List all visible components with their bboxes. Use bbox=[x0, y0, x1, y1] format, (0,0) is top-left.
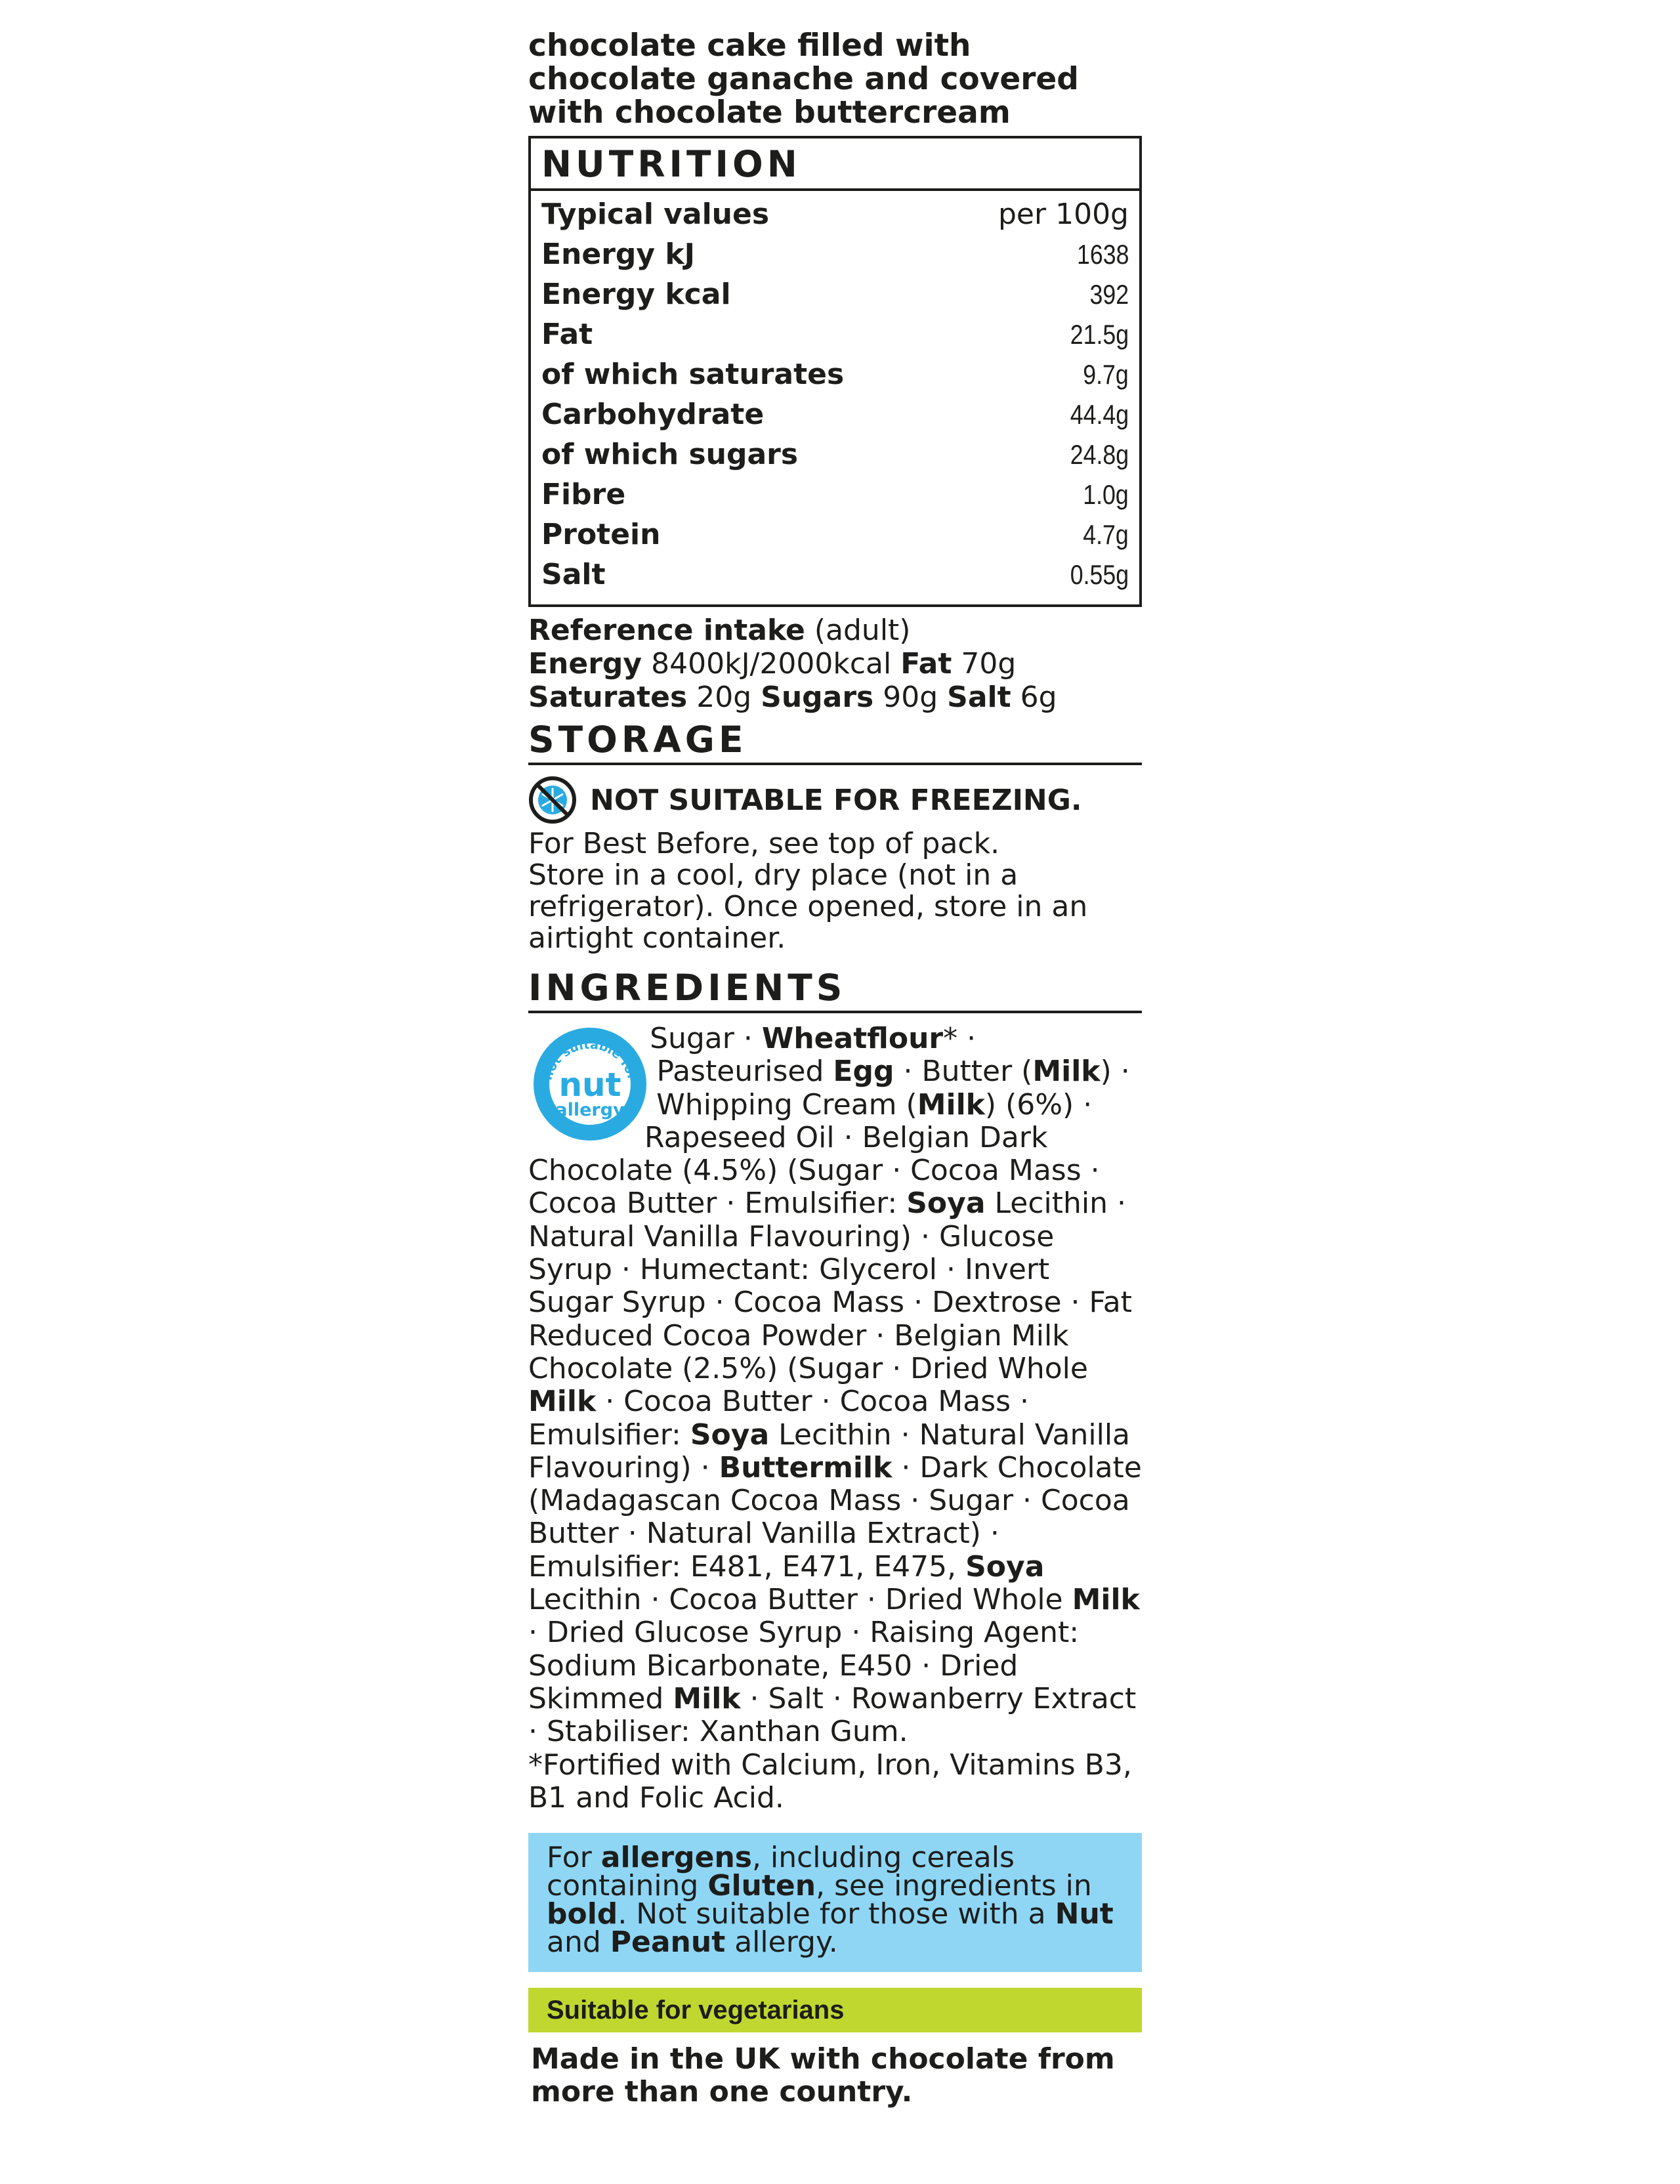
ri-sugars-label: Sugars bbox=[761, 681, 874, 714]
nutrition-row-value: 4.7g bbox=[1083, 519, 1129, 550]
nutrition-row bbox=[541, 558, 1129, 598]
ri-qualifier: (adult) bbox=[814, 614, 911, 647]
nutrition-row-label: Salt bbox=[541, 558, 606, 591]
nutrition-row bbox=[541, 318, 1129, 358]
nutrition-row-value: 21.5g bbox=[1070, 319, 1129, 350]
bold-text: Peanut bbox=[610, 1925, 726, 1960]
bold-text: Gluten bbox=[707, 1869, 816, 1903]
text: · Dried Glucose Syrup · Raising Agent: Sodium Bicarbonate, E450 · Dried Skimmed bbox=[528, 1616, 1080, 1715]
storage-instructions bbox=[528, 828, 1142, 954]
product-description: chocolate cake filled with chocolate ganache and covered with chocolate buttercream bbox=[528, 28, 1079, 131]
vegetarian-bar bbox=[528, 1988, 1142, 2032]
ri-energy-value: 8400kJ/2000kcal bbox=[651, 647, 892, 681]
text: · Salt · Rowanberry Extract · Stabiliser: Xanthan Gum. bbox=[528, 1681, 1137, 1749]
nutrition-row-label: Fat bbox=[541, 318, 593, 351]
nutrition-header-label: Typical values bbox=[541, 198, 770, 231]
text: Lecithin · Natural Vanilla Flavouring) · bbox=[528, 1418, 1131, 1484]
text: , including cereals containing bbox=[547, 1841, 1015, 1903]
freeze-warning-row bbox=[528, 776, 1142, 824]
ri-sugars-value: 90g bbox=[883, 681, 938, 714]
nutrition-row bbox=[541, 398, 1129, 438]
nutrition-header-value: per 100g bbox=[998, 198, 1129, 231]
origin-statement: Made in the UK with chocolate from more than one country. bbox=[531, 2042, 1115, 2109]
nutrition-row bbox=[541, 438, 1129, 478]
nutrition-row-label: Energy kJ bbox=[541, 238, 696, 271]
ri-title: Reference intake bbox=[528, 614, 805, 647]
bold-text: bold bbox=[547, 1897, 618, 1931]
text: . Not suitable for those with a bbox=[618, 1897, 1055, 1931]
ri-fat-value: 70g bbox=[961, 647, 1017, 681]
ri-salt-label: Salt bbox=[947, 681, 1011, 714]
text: · Butter ( bbox=[894, 1055, 1033, 1089]
nutrition-row-value: 0.55g bbox=[1070, 559, 1129, 590]
text: · Cocoa Butter · Cocoa Mass · Emulsifier: bbox=[528, 1385, 1030, 1452]
bold-text: Wheatflour bbox=[761, 1022, 944, 1055]
text: Sugar · bbox=[650, 1022, 762, 1055]
nutrition-row-label: Carbohydrate bbox=[541, 398, 765, 431]
label-panel bbox=[528, 29, 1142, 2109]
nutrition-title: NUTRITION bbox=[531, 138, 1139, 191]
bold-text: Milk bbox=[1032, 1055, 1101, 1089]
ri-saturates-value: 20g bbox=[696, 681, 752, 714]
ingredients-footnote: *Fortified with Calcium, Iron, Vitamins B3, B1 and Folic Acid. bbox=[528, 1748, 1132, 1815]
bold-text: Egg bbox=[833, 1055, 894, 1089]
nutrition-rows bbox=[531, 191, 1139, 604]
nutrition-row-label: Protein bbox=[541, 518, 661, 551]
freeze-warning-text: NOT SUITABLE FOR FREEZING. bbox=[590, 783, 1082, 817]
allergen-advice bbox=[528, 1833, 1142, 1972]
reference-intake bbox=[528, 614, 1142, 714]
badge-ring-text: not suitable for bbox=[540, 1037, 640, 1082]
nutrition-row-label: Energy kcal bbox=[541, 278, 731, 311]
bold-text: Soya bbox=[965, 1549, 1045, 1584]
bold-text: Nut bbox=[1055, 1897, 1114, 1931]
vegetarian-label: Suitable for vegetarians bbox=[547, 1995, 845, 2025]
text: Lecithin · Cocoa Butter · Dried Whole bbox=[528, 1583, 1072, 1617]
badge-big-text: nut bbox=[558, 1066, 621, 1104]
nutrition-row-value: 9.7g bbox=[1083, 359, 1129, 390]
nutrition-row-value: 44.4g bbox=[1070, 399, 1129, 430]
nutrition-row bbox=[541, 358, 1129, 398]
nutrition-row-value: 1638 bbox=[1076, 239, 1129, 270]
nutrition-row-value: 24.8g bbox=[1070, 439, 1129, 470]
text: Lecithin · Natural Vanilla Flavouring) · Glucose Syrup · Humectant: Glycerol · Invert Sugar Syrup · Cocoa Mass · Dextrose · Fat Reduced Cocoa Powder · Belgian Milk Chocolate (2.5%) (Sugar · Dried Whole bbox=[528, 1186, 1133, 1385]
nutrition-row-value: 1.0g bbox=[1083, 479, 1129, 510]
nutrition-row-value: 392 bbox=[1089, 279, 1129, 310]
storage-title: STORAGE bbox=[528, 718, 1142, 765]
badge-small-text: allergy bbox=[555, 1100, 625, 1120]
ri-saturates-label: Saturates bbox=[528, 681, 688, 714]
nutrition-row bbox=[541, 518, 1129, 558]
text: ) (6%) · Rapeseed Oil · Belgian Dark Chocolate (4.5%) (Sugar · Cocoa Mass · Cocoa Butter · Emulsifier: bbox=[528, 1087, 1100, 1221]
text: allergy. bbox=[725, 1925, 838, 1960]
nutrition-row-label: of which saturates bbox=[541, 358, 845, 391]
nutrition-row bbox=[541, 278, 1129, 318]
text: · Dark Chocolate (Madagascan Cocoa Mass · Sugar · Cocoa Butter · Natural Vanilla Extract) · Emulsifier: E481, E471, E475, bbox=[528, 1450, 1142, 1584]
storage-line-1: For Best Before, see top of pack. bbox=[528, 827, 1000, 860]
text: * · Pasteurised bbox=[656, 1022, 976, 1089]
ri-salt-value: 6g bbox=[1020, 681, 1057, 714]
bold-text: Buttermilk bbox=[719, 1450, 892, 1484]
text: , see ingredients in bbox=[816, 1869, 1092, 1903]
nutrition-row-label: Fibre bbox=[541, 478, 626, 511]
bold-text: Milk bbox=[673, 1681, 741, 1715]
nutrition-header-row bbox=[541, 198, 1129, 238]
text: and bbox=[547, 1925, 610, 1960]
storage-line-2: Store in a cool, dry place (not in a refrigerator). Once opened, store in an airtight container. bbox=[528, 858, 1088, 955]
nutrition-row-label: of which sugars bbox=[541, 438, 799, 471]
text: For bbox=[547, 1841, 601, 1875]
nutrition-row bbox=[541, 238, 1129, 278]
ri-energy-label: Energy bbox=[528, 647, 642, 681]
no-freeze-icon bbox=[528, 776, 577, 824]
bold-text: Soya bbox=[906, 1186, 986, 1221]
bold-text: Soya bbox=[690, 1418, 770, 1452]
ingredients-title: INGREDIENTS bbox=[528, 966, 1142, 1013]
bold-text: Milk bbox=[528, 1385, 597, 1419]
bold-text: Milk bbox=[917, 1087, 985, 1122]
ri-fat-label: Fat bbox=[900, 647, 952, 681]
not-suitable-for-nut-allergy-badge bbox=[528, 1022, 652, 1146]
bold-text: allergens bbox=[600, 1841, 752, 1875]
nutrition-row bbox=[541, 478, 1129, 518]
bold-text: Milk bbox=[1072, 1583, 1140, 1617]
nutrition-table bbox=[528, 136, 1142, 607]
text: ) · Whipping Cream ( bbox=[656, 1055, 1130, 1122]
ingredients-list bbox=[528, 1022, 1142, 1815]
